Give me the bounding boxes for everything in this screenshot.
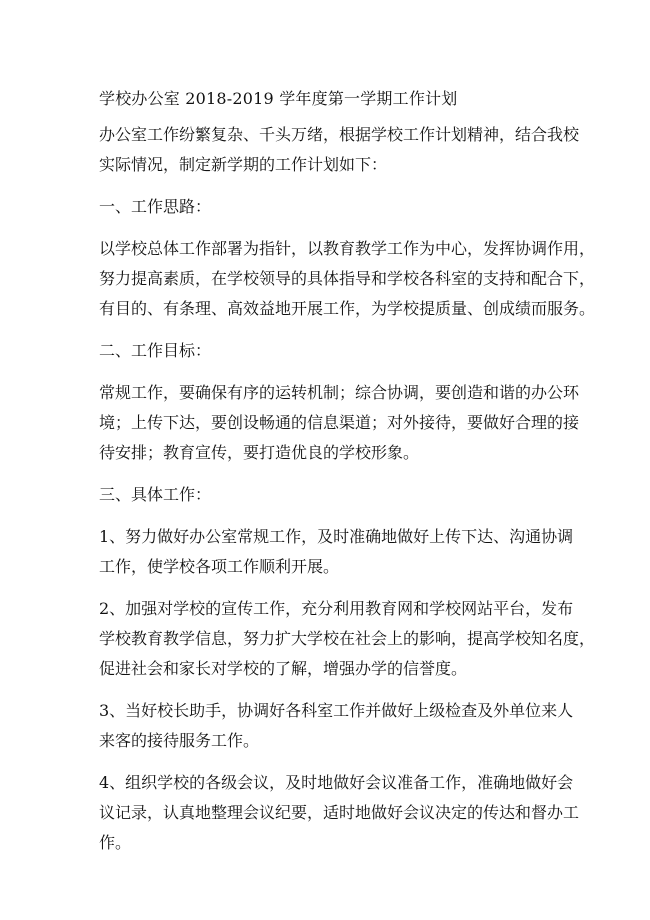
list-item-line: 议记录，认真地整理会议纪要，适时地做好会议决定的传达和督办工	[99, 803, 580, 822]
section-1-line: 努力提高素质，在学校领导的具体指导和学校各科室的支持和配合下，	[99, 269, 596, 288]
list-item-line: 学校教育教学信息，努力扩大学校在社会上的影响，提高学校知名度，	[99, 629, 596, 648]
document-title: 学校办公室 2018-2019 学年度第一学期工作计划	[99, 89, 458, 108]
list-item-line: 工作，使学校各项工作顺利开展。	[99, 557, 340, 576]
section-1-paragraph	[99, 234, 596, 324]
list-item	[99, 696, 574, 756]
document-page	[99, 84, 596, 870]
intro-paragraph	[99, 120, 580, 180]
list-item-line: 来客的接待服务工作。	[99, 731, 260, 750]
list-item-line: 4、组织学校的各级会议，及时地做好会议准备工作，准确地做好会	[99, 773, 574, 792]
list-item-line: 3、当好校长助手，协调好各科室工作并做好上级检查及外单位来人	[99, 701, 574, 720]
list-item-line: 1、努力做好办公室常规工作，及时准确地做好上传下达、沟通协调	[99, 527, 574, 546]
list-item-line: 作。	[99, 833, 132, 852]
section-1-line: 以学校总体工作部署为指针，以教育教学工作为中心，发挥协调作用，	[99, 239, 596, 258]
section-heading-1: 一、工作思路：	[99, 197, 212, 216]
section-heading-3: 三、具体工作：	[99, 485, 212, 504]
section-heading-2: 二、工作目标：	[99, 341, 212, 360]
list-item-line: 2、加强对学校的宣传工作，充分利用教育网和学校网站平台，发布	[99, 599, 574, 618]
list-item-line: 促进社会和家长对学校的了解，增强办学的信誉度。	[99, 659, 468, 678]
intro-line: 实际情况，制定新学期的工作计划如下：	[99, 155, 388, 174]
section-1-line: 有目的、有条理、高效益地开展工作，为学校提质量、创成绩而服务。	[99, 299, 596, 318]
section-2-line: 待安排；教育宣传，要打造优良的学校形象。	[99, 443, 420, 462]
section-2-paragraph	[99, 378, 580, 468]
list-item	[99, 522, 574, 582]
section-2-line: 常规工作，要确保有序的运转机制；综合协调，要创造和谐的办公环	[99, 383, 580, 402]
list-item	[99, 768, 580, 858]
section-2-line: 境；上传下达，要创设畅通的信息渠道；对外接待，要做好合理的接	[99, 413, 580, 432]
list-item	[99, 594, 596, 684]
intro-line: 办公室工作纷繁复杂、千头万绪，根据学校工作计划精神，结合我校	[99, 125, 580, 144]
